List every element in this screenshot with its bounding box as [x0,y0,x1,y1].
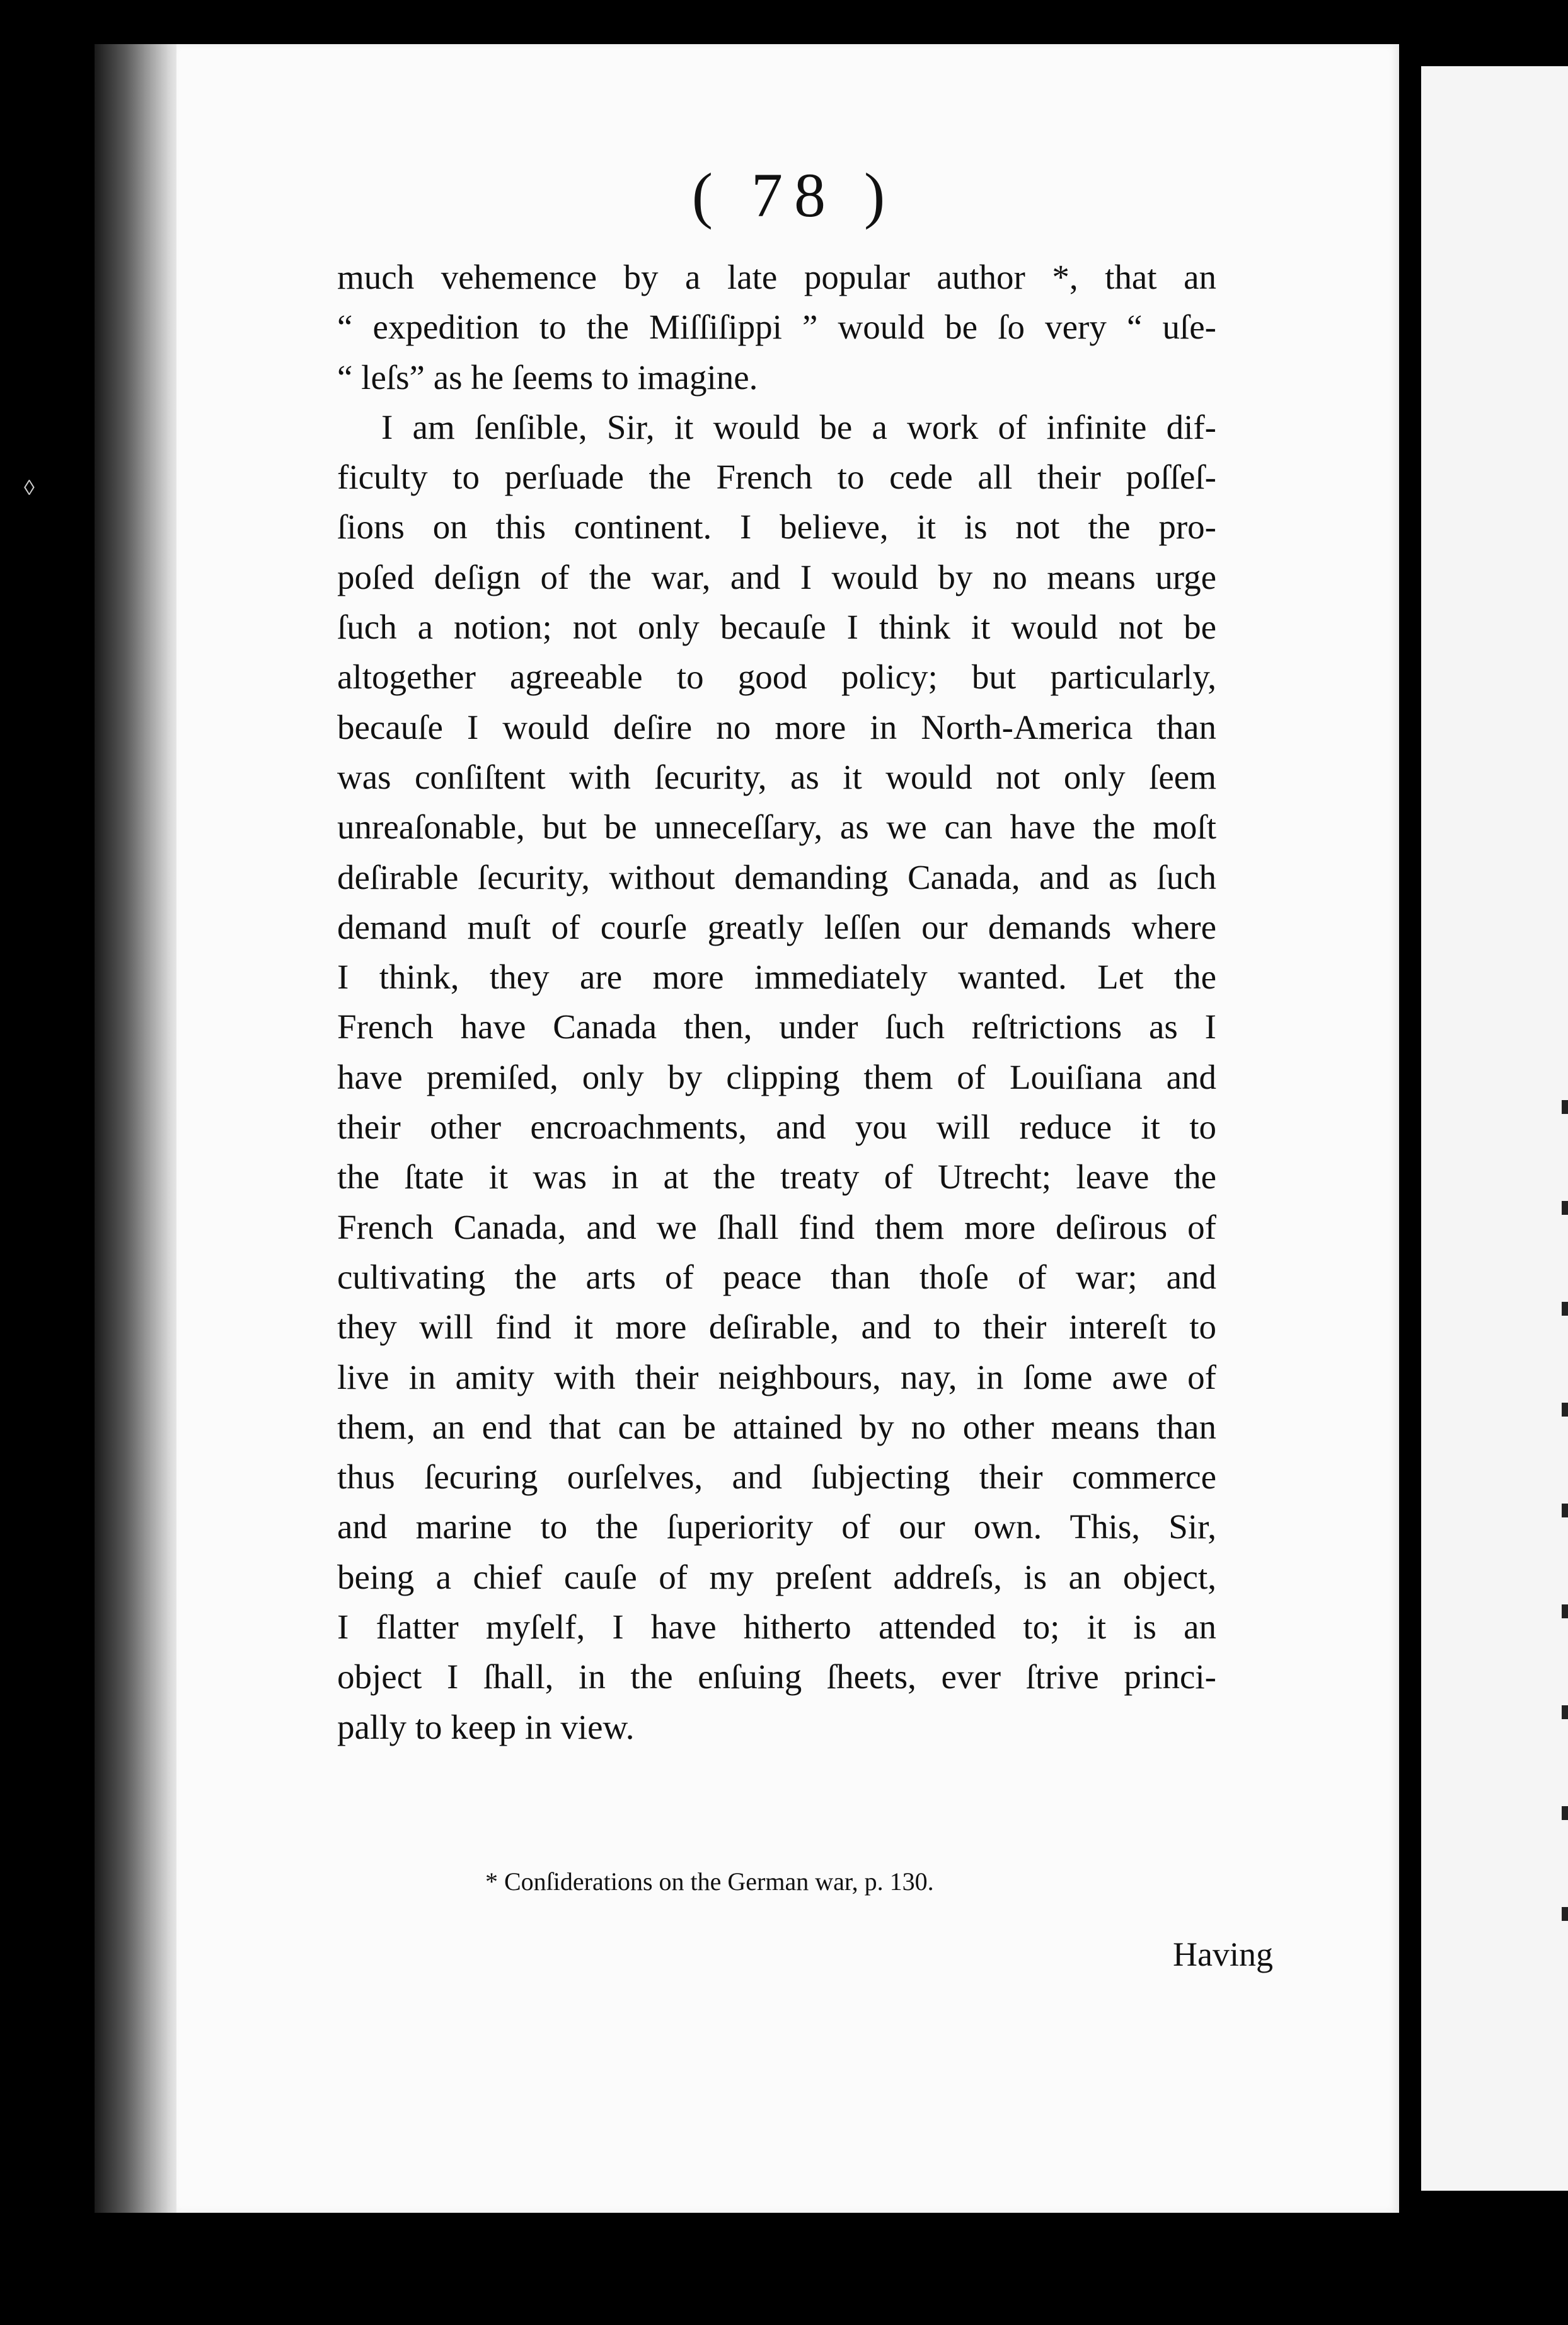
facing-page-mark [1562,1100,1568,1114]
facing-page-mark [1562,1403,1568,1417]
facing-page-mark [1562,1504,1568,1517]
text-line: poſed deſign of the war, and I would by no means urge [337,557,1216,596]
text-line: much vehemence by a late popular author *, that an [337,258,1216,296]
text-line: thus ſecuring ourſelves, and ſubjecting their commerce [337,1458,1216,1497]
text-line: I flatter myſelf, I have hitherto attended to; it is an [337,1608,1216,1647]
text-line: “ leſs” as he ſeems to imagine. [337,357,758,397]
text-line: them, an end that can be attained by no other means than [337,1407,1216,1446]
text-line: French Canada, and we ſhall find them more deſirous of [337,1207,1216,1246]
facing-page-mark [1562,1302,1568,1316]
text-line: and marine to the ſuperiority of our own. This, Sir, [337,1507,1216,1546]
facing-page-mark [1562,1604,1568,1618]
text-line: ficulty to perſuade the French to cede all their poſſeſ- [337,458,1216,497]
catchword: Having [1173,1935,1273,1973]
facing-page-mark [1562,1907,1568,1921]
text-line: pally to keep in view. [337,1707,635,1746]
text-line: unreaſonable, but be unneceſſary, as we can have the moſt [337,808,1216,847]
text-line: ſuch a notion; not only becauſe I think it would not be [337,608,1216,647]
text-line: French have Canada then, under ſuch reſtrictions as I [337,1007,1216,1047]
text-line: their other encroachments, and you will reduce it to [337,1108,1216,1147]
text-line: live in amity with their neighbours, nay, in ſome awe of [337,1357,1216,1396]
text-line: the ſtate it was in at the treaty of Utrecht; leave the [337,1157,1216,1197]
text-line: I think, they are more immediately wanted. Let the [337,958,1216,997]
text-line: object I ſhall, in the enſuing ſheets, ever ſtrive princi- [337,1657,1216,1696]
text-line: have premiſed, only by clipping them of Louiſiana and [337,1057,1216,1096]
text-line: they will find it more deſirable, and to their intereſt to [337,1307,1216,1347]
footnote: * Conſiderations on the German war, p. 130. [485,1867,934,1896]
facing-page-edge [1421,66,1568,2191]
page-gutter-shadow [95,44,183,2213]
text-line: “ expedition to the Miſſiſippi ” would be ſo very “ uſe- [337,308,1216,347]
paragraph-start-line: I am ſenſible, Sir, it would be a work of infinite dif- [381,407,1216,446]
text-line: being a chief cauſe of my preſent addreſs, is an object, [337,1557,1216,1596]
text-line: altogether agreeable to good policy; but particularly, [337,658,1216,697]
text-line: demand muſt of courſe greatly leſſen our demands where [337,907,1216,946]
text-line: deſirable ſecurity, without demanding Canada, and as ſuch [337,857,1216,896]
facing-page-mark [1562,1201,1568,1215]
facing-page-mark [1562,1705,1568,1719]
facing-page-mark [1562,1806,1568,1820]
text-line: was conſiſtent with ſecurity, as it would not only ſeem [337,757,1216,796]
body-text [337,252,1216,1752]
margin-ink-mark: ◊ [24,477,35,500]
text-line: cultivating the arts of peace than thoſe of war; and [337,1257,1216,1296]
text-line: becauſe I would deſire no more in North-America than [337,707,1216,746]
page-number: ( 78 ) [691,160,897,230]
text-line: ſions on this continent. I believe, it is not the pro- [337,507,1216,547]
